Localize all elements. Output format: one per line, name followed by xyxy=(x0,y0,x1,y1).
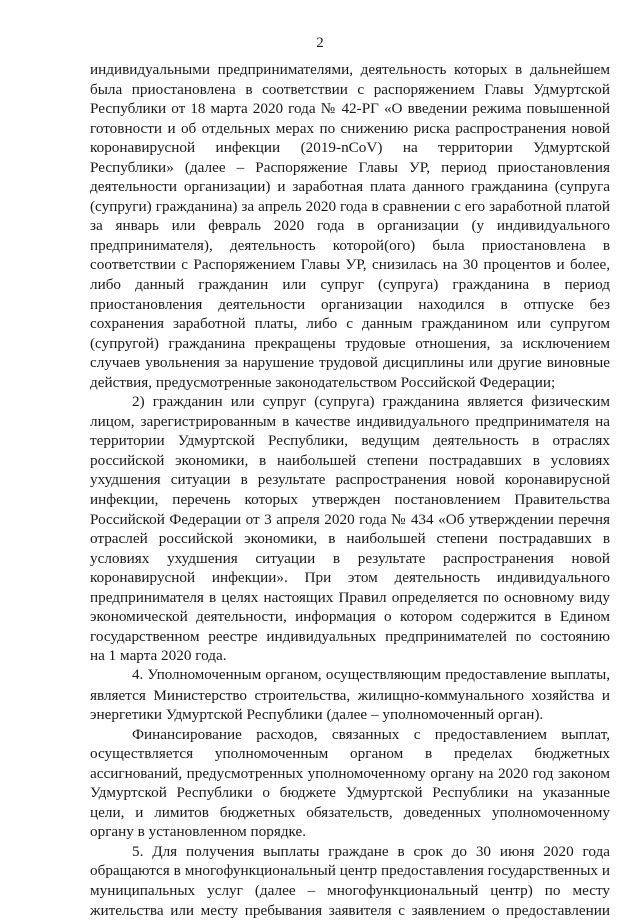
text-line: (супруги) гражданина) за апрель 2020 года в сравнении с его заработной платой xyxy=(90,197,610,215)
text-line: деятельности организации) и заработная плата данного гражданина (супруга xyxy=(90,178,610,196)
text-line: предпринимателя в целях настоящих Правил определяется по основному виду xyxy=(90,588,610,606)
text-line: индивидуальными предпринимателями, деятельность которых в дальнейшем xyxy=(90,61,610,78)
text-line: ассигнований, предусмотренных уполномоченному органу на 2020 год законом xyxy=(90,764,610,782)
text-line: Республики от 18 марта 2020 года № 42-РГ «О введении режима повышенной xyxy=(90,100,610,118)
text-line: государственном реестре индивидуальных предпринимателей по состоянию xyxy=(90,627,610,645)
page-number: 2 xyxy=(316,35,324,51)
text-line: коронавирусной инфекции (2019-nCoV) на территории Удмуртской xyxy=(90,139,610,157)
text-line: приостановления деятельности организации находился в отпуске без xyxy=(90,295,610,313)
text-line: сохранения заработной платы, либо с данным гражданином или супругом xyxy=(90,315,610,333)
text-line: 2) гражданин или супруг (супруга) гражданина является физическим xyxy=(132,393,610,411)
text-line: жительства или месту пребывания заявителя с заявлением о предоставлении xyxy=(90,901,610,919)
text-line: лицом, зарегистрированным в качестве индивидуального предпринимателя на xyxy=(90,412,610,430)
text-line: цели, и лимитов бюджетных обязательств, доведенных уполномоченному xyxy=(90,803,610,821)
text-line: органу в установленном порядке. xyxy=(90,823,307,841)
text-line: Российской Федерации от 3 апреля 2020 года № 434 «Об утверждении перечня xyxy=(90,510,610,528)
text-line: ухудшения ситуации в результате распространения новой коронавирусной xyxy=(90,471,610,489)
text-line: предпринимателя), деятельность которой(ого) была приостановлена в xyxy=(90,236,610,254)
text-line: была приостановлена в соответствии с распоряжением Главы Удмуртской xyxy=(90,80,610,98)
text-line: либо данный гражданин или супруг (супруга) гражданина в период xyxy=(90,276,610,294)
text-line: Финансирование расходов, связанных с предоставлением выплат, xyxy=(132,725,610,743)
text-line: отраслей российской экономики, в наибольшей степени пострадавших в xyxy=(90,530,610,548)
text-line: условиях ухудшения ситуации в результате распространения новой xyxy=(90,549,610,567)
text-line: готовности и об отдельных мерах по снижению риска распространения новой xyxy=(90,119,610,137)
text-line: (супругой) гражданина прекращены трудовые отношения, за исключением xyxy=(90,334,610,352)
text-line: Удмуртской Республики о бюджете Удмуртской Республики на указанные xyxy=(90,784,610,802)
text-line: российской экономики, в наибольшей степени пострадавших в условиях xyxy=(90,451,610,469)
text-line: 5. Для получения выплаты граждане в срок до 30 июня 2020 года xyxy=(132,842,610,860)
text-line: Республики» (далее – Распоряжение Главы УР, период приостановления xyxy=(90,158,610,176)
text-line: 4. Уполномоченным органом, осуществляющим предоставление выплаты, xyxy=(132,666,610,683)
text-line: на 1 марта 2020 года. xyxy=(90,647,227,665)
text-line: территории Удмуртской Республики, ведущим деятельность в отраслях xyxy=(90,432,610,450)
text-line: случаев увольнения за нарушение трудовой дисциплины или другие виновные xyxy=(90,354,610,372)
text-line: является Министерство строительства, жилищно-коммунального хозяйства и xyxy=(90,686,610,704)
text-line: коронавирусной инфекции». При этом деятельность индивидуального xyxy=(90,569,610,587)
text-line: энергетики Удмуртской Республики (далее – уполномоченный орган). xyxy=(90,706,544,724)
text-line: инфекции, перечень которых утвержден постановлением Правительства xyxy=(90,491,610,509)
text-line: соответствии с Распоряжением Главы УР, снизилась на 30 процентов и более, xyxy=(90,256,610,274)
text-line: действия, предусмотренные законодательством Российской Федерации; xyxy=(90,373,556,391)
text-line: муниципальных услуг (далее – многофункциональный центр) по месту xyxy=(90,881,610,899)
text-line: за январь или февраль 2020 года в организации (у индивидуального xyxy=(90,217,610,235)
text-line: экономической деятельности, информация о котором содержится в Едином xyxy=(90,608,610,626)
text-line: обращаются в многофункциональный центр предоставления государственных и xyxy=(90,862,610,880)
text-line: осуществляется уполномоченным органом в пределах бюджетных xyxy=(90,745,610,763)
document-body xyxy=(90,60,610,920)
